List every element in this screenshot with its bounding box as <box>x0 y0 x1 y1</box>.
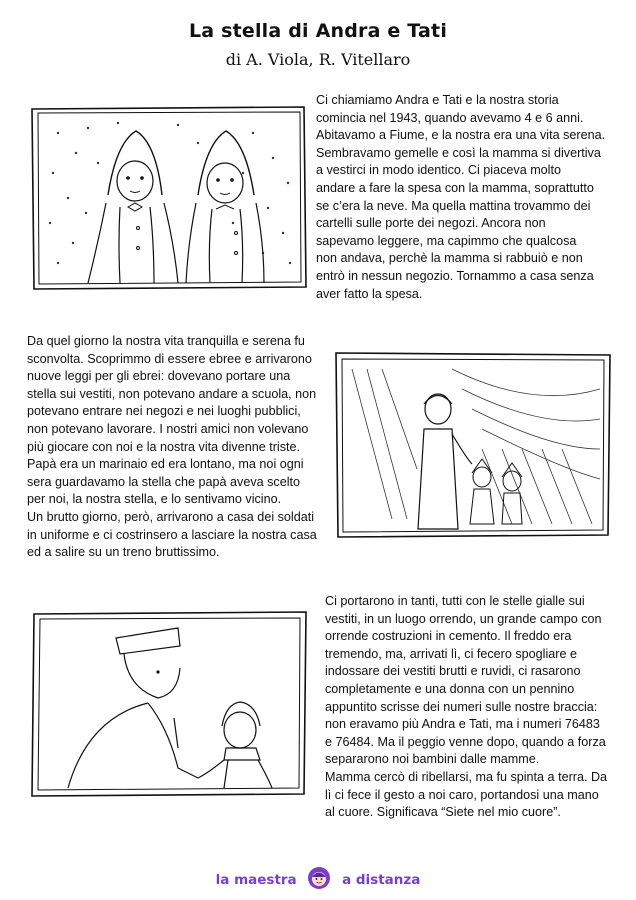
illustration-number-tattoo <box>28 608 310 800</box>
page-subtitle: di A. Viola, R. Vitellaro <box>225 50 411 69</box>
illustration-mother-and-children <box>332 349 614 541</box>
brand-text-left: la maestra <box>215 872 297 888</box>
paragraph-3: Ci portarono in tanti, tutti con le stelle gialle sui vestiti, in un luogo orrendo, un grande campo con orrende costruzioni in cemento. Il freddo era tremendo, ma, arrivati lì, ci fecero spogliare e indossare dei vestiti brutti e ruvidi, ci rasarono completamente e una donna con un pennino appuntito scrisse dei numeri sulle nostre braccia: non eravamo più Andra e Tati, ma i numeri 76483 e 76484. Ma il peggio venne dopo, quando a forza separarono noi bambini dalle mamme. Mamma cercò di ribellarsi, ma fu spinta a terra. Da lì ci fece il gesto a noi caro, portandosi una mano al cuore. Significava “Siete nel mio cuore”. <box>325 594 608 820</box>
brand-text-right: a distanza <box>342 872 421 888</box>
illustration-girls-in-snow <box>28 103 310 293</box>
footer-brand <box>0 866 636 894</box>
paragraph-2: Da quel giorno la nostra vita tranquilla e serena fu sconvolta. Scoprimmo di essere ebree e arrivarono nuove leggi per gli ebrei: dovevano portare una stella sui vestiti, non potevano andare a scuola, non potevano entrare nei negozi e nei luoghi pubblici, non potevano lavorare. I nostri amici non volevano più giocare con noi e la nostra vita divenne triste. Papà era un marinaio ed era lontano, ma noi ogni sera guardavamo la stella che papà aveva scelto per noi, la nostra stella, e lo sentivamo vicino. Un brutto giorno, però, arrivarono a casa dei soldati in uniforme e ci costrinsero a lasciare la nostra casa ed a salire su un treno bruttissimo. <box>27 334 317 560</box>
paragraph-1: Ci chiamiamo Andra e Tati e la nostra storia comincia nel 1943, quando avevamo 4 e 6 anni. Abitavamo a Fiume, e la nostra era una vita serena. Sembravamo gemelle e così la mamma si divertiva a vestirci in modo identico. Ci piaceva molto andare a fare la spesa con la mamma, soprattutto se c’era la neve. Ma quella mattina trovammo dei cartelli sulle porte dei negozi. Ancora non sapevamo leggere, ma capimmo che qualcosa non andava, perchè la mamma si rabbuiò e non entrò in nessun negozio. Tornammo a casa senza aver fatto la spesa. <box>316 93 606 301</box>
teacher-face-icon <box>307 866 331 894</box>
page-title: La stella di Andra e Tati <box>188 20 448 42</box>
